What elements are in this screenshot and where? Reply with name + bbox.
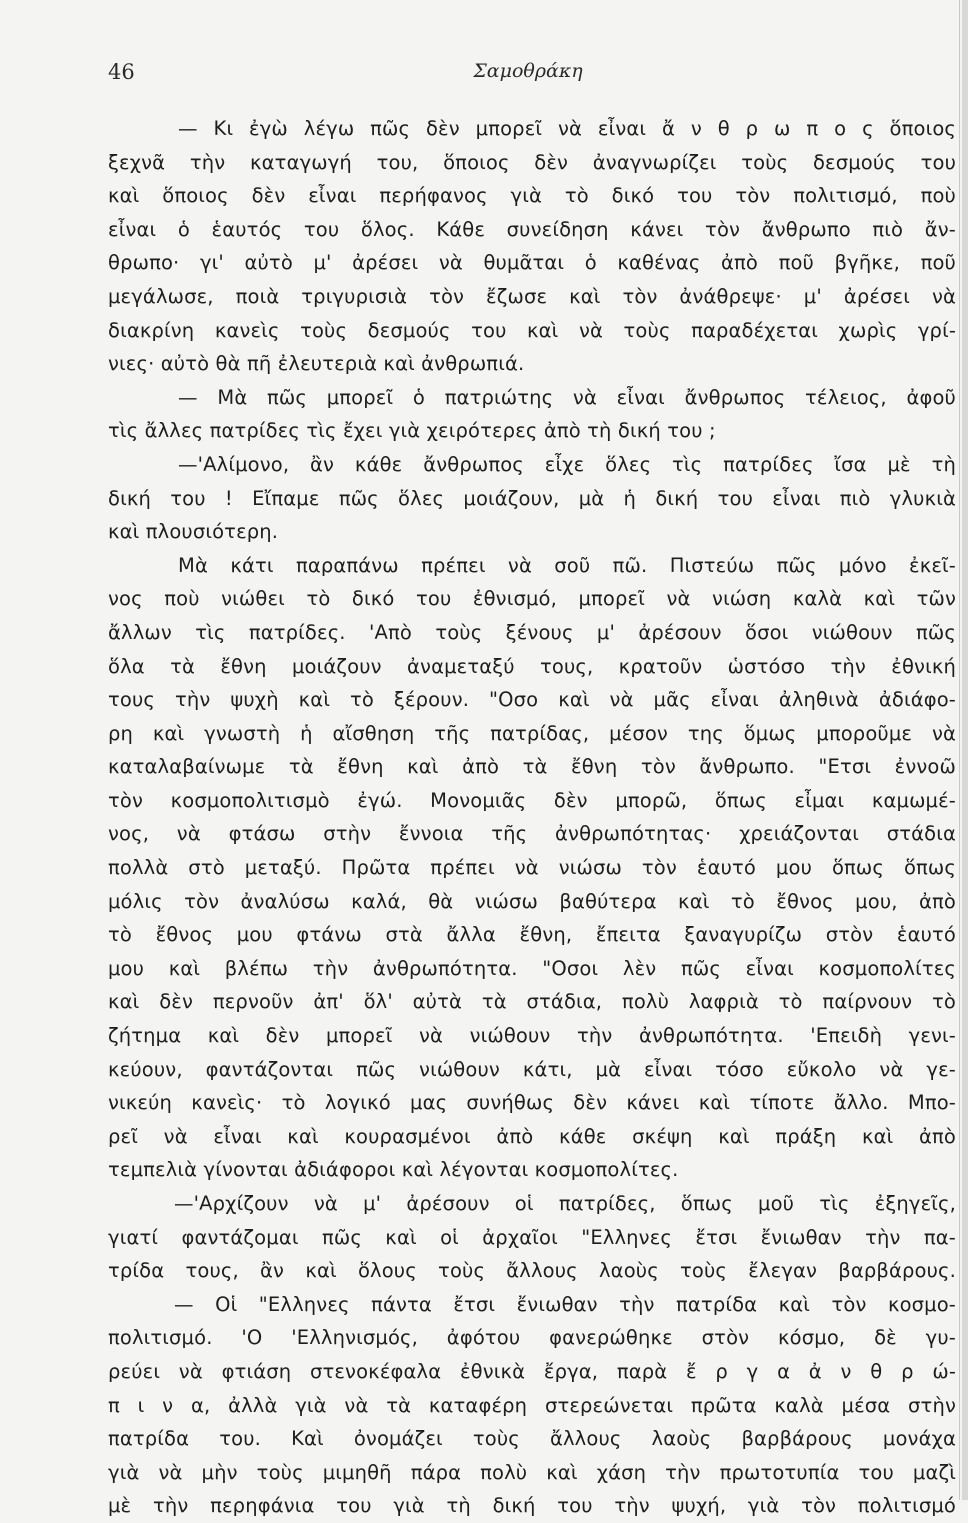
text-line: τὸν κοσμοπολιτισμὸ ἐγώ. Μονομιᾶς δὲν μπορῶ, ὅπως εἶμαι καμωμέ- (108, 788, 956, 812)
text-line: θρωπο· γι' αὐτὸ μ' ἀρέσει νὰ θυμᾶται ὁ καθένας ἀπὸ ποῦ βγῆκε, ποῦ (108, 251, 956, 275)
body-text (108, 112, 956, 1523)
text-line: καταλαβαίνωμε τὰ ἔθνη καὶ ἀπὸ τὰ ἔθνη τὸν ἄνθρωπο. "Ετσι ἐννοῶ (108, 755, 956, 779)
text-line: μου καὶ βλέπω τὴν ἀνθρωπότητα. "Οσοι λὲν πῶς εἶναι κοσμοπολίτες (108, 956, 956, 980)
text-line: δική του ! Εἴπαμε πῶς ὅλες μοιάζουν, μὰ ἡ δική του εἶναι πιὸ γλυκιὰ (108, 486, 956, 510)
text-line: νικεύη κανεὶς· τὸ λογικό μας συνήθως δὲν κάνει καὶ τίποτε ἄλλο. Μπο- (108, 1091, 956, 1115)
text-line: τὶς ἄλλες πατρίδες τὶς ἔχει γιὰ χειρότερες ἀπὸ τὴ δική του ; (108, 419, 716, 443)
text-line: ἄλλων τὶς πατρίδες. 'Απὸ τοὺς ξένους μ' ἀρέσουν ὅσοι νιώθουν πῶς (108, 620, 956, 644)
text-line: πολιτισμό. 'Ο 'Ελληνισμός, ἀφότου φανερώθηκε στὸν κόσμο, δὲ γυ- (108, 1326, 956, 1350)
text-line: νιες· αὐτὸ θὰ πῆ ἐλευτεριὰ καὶ ἀνθρωπιά. (108, 352, 525, 376)
text-line: καὶ ὅποιος δὲν εἶναι περήφανος γιὰ τὸ δικό του τὸν πολιτισμό, ποὺ (108, 184, 956, 208)
text-line: — Κι ἐγὼ λέγω πῶς δὲν μπορεῖ νὰ εἶναι ἄ ν θ ρ ω π ο ς ὅποιος (178, 117, 956, 140)
page-edge (962, 0, 968, 1500)
text-line: Μὰ κάτι παραπάνω πρέπει νὰ σοῦ πῶ. Πιστεύω πῶς μόνο ἐκεῖ- (178, 553, 956, 577)
text-line: τὸ ἔθνος μου φτάνω στὰ ἄλλα ἔθνη, ἔπειτα ξαναγυρίζω στὸν ἑαυτό (108, 923, 956, 947)
text-line: —'Αλίμονο, ἂν κάθε ἄνθρωπος εἶχε ὅλες τὶς πατρίδες ἴσα μὲ τὴ (178, 452, 956, 476)
text-line: τεμπελιὰ γίνονται ἀδιάφοροι καὶ λέγονται κοσμοπολίτες. (108, 1158, 679, 1182)
text-line: καὶ πλουσιότερη. (108, 520, 279, 544)
text-line: γιὰ νὰ μὴν τοὺς μιμηθῆ πάρα πολὺ καὶ χάση τὴν πρωτοτυπία του μαζὶ (108, 1460, 956, 1484)
text-line: γιατί φαντάζομαι πῶς καὶ οἱ ἀρχαῖοι "Ελληνες ἔτσι ἔνιωθαν τὴν πα- (108, 1225, 956, 1249)
text-line: ρη καὶ γνωστὴ ἡ αἴσθηση τῆς πατρίδας, μέσον της ὅμως μποροῦμε νὰ (108, 721, 956, 745)
text-line: νος ποὺ νιώθει τὸ δικό του ἐθνισμό, μπορεῖ νὰ νιώση καλὰ καὶ τῶν (108, 587, 956, 611)
text-line: εἶναι ὁ ἑαυτός του ὅλος. Κάθε συνείδηση κάνει τὸν ἄνθρωπο πιὸ ἄν- (108, 217, 956, 241)
text-line: — Μὰ πῶς μπορεῖ ὁ πατριώτης νὰ εἶναι ἄνθρωπος τέλειος, ἀφοῦ (178, 385, 956, 409)
text-line: διακρίνη κανεὶς τοὺς δεσμούς του καὶ νὰ τοὺς παραδέχεται χωρὶς γρί- (108, 318, 956, 342)
text-line: κεύουν, φαντάζονται πῶς νιώθουν κάτι, μὰ εἶναι τόσο εὔκολο νὰ γε- (108, 1057, 956, 1081)
text-line: πατρίδα του. Καὶ ὀνομάζει τοὺς ἄλλους λαοὺς βαρβάρους μονάχα (108, 1427, 956, 1451)
text-line: ξεχνᾶ τὴν καταγωγή του, ὅποιος δὲν ἀναγνωρίζει τοὺς δεσμούς του (108, 150, 956, 174)
text-line: π ι ν α, ἀλλὰ γιὰ νὰ τὰ καταφέρη στερεώνεται πρῶτα καλὰ μέσα στὴν (108, 1393, 956, 1417)
text-line: μεγάλωσε, ποιὰ τριγυρισιὰ τὸν ἔζωσε καὶ τὸν ἀνάθρεψε· μ' ἀρέσει νὰ (108, 284, 956, 308)
text-line: ρεύει νὰ φτιάση στενοκέφαλα ἐθνικὰ ἔργα, παρὰ ἔ ρ γ α ἀ ν θ ρ ώ- (108, 1359, 956, 1383)
text-line: μὲ τὴν περηφάνια του γιὰ τὴ δική του τὴν ψυχή, γιὰ τὸν πολιτισμό (108, 1494, 956, 1518)
running-title: Σαμοθράκη (473, 60, 583, 82)
text-line: νος, νὰ φτάσω στὴν ἔννοια τῆς ἀνθρωπότητας· χρειάζονται στάδια (108, 822, 956, 846)
page-number: 46 (108, 60, 135, 84)
text-line: καὶ δὲν περνοῦν ἀπ' ὅλ' αὐτὰ τὰ στάδια, πολὺ λαφριὰ τὸ παίρνουν τὸ (108, 990, 956, 1014)
text-line: ὅλα τὰ ἔθνη μοιάζουν ἀναμεταξύ τους, κρατοῦν ὡστόσο τὴν ἐθνική (108, 654, 956, 678)
page-header (108, 60, 948, 96)
text-line: ρεῖ νὰ εἶναι καὶ κουρασμένοι ἀπὸ κάθε σκέψη καὶ πράξη καὶ ἀπὸ (108, 1124, 956, 1148)
text-line: ζήτημα καὶ δὲν μπορεῖ νὰ νιώθουν τὴν ἀνθρωπότητα. 'Επειδὴ γενι- (108, 1024, 956, 1048)
text-line: — Οἱ "Ελληνες πάντα ἔτσι ἔνιωθαν τὴν πατρίδα καὶ τὸν κοσμο- (174, 1292, 956, 1316)
text-line: μόλις τὸν ἀναλύσω καλά, θὰ νιώσω βαθύτερα καὶ τὸ ἔθνος μου, ἀπὸ (108, 889, 956, 913)
text-line: τους τὴν ψυχὴ καὶ τὸ ξέρουν. "Οσο καὶ νὰ μᾶς εἶναι ἀληθινὰ ἀδιάφο- (108, 688, 956, 712)
page-edge-line (959, 0, 960, 1500)
text-line: —'Αρχίζουν νὰ μ' ἀρέσουν οἱ πατρίδες, ὅπως μοῦ τὶς ἐξηγεῖς, (174, 1192, 956, 1215)
text-line: πολλὰ στὸ μεταξύ. Πρῶτα πρέπει νὰ νιώσω τὸν ἑαυτό μου ὅπως ὅπως (108, 856, 956, 880)
text-line: τρίδα τους, ἂν καὶ ὅλους τοὺς ἄλλους λαοὺς τοὺς ἔλεγαν βαρβάρους. (108, 1259, 956, 1283)
